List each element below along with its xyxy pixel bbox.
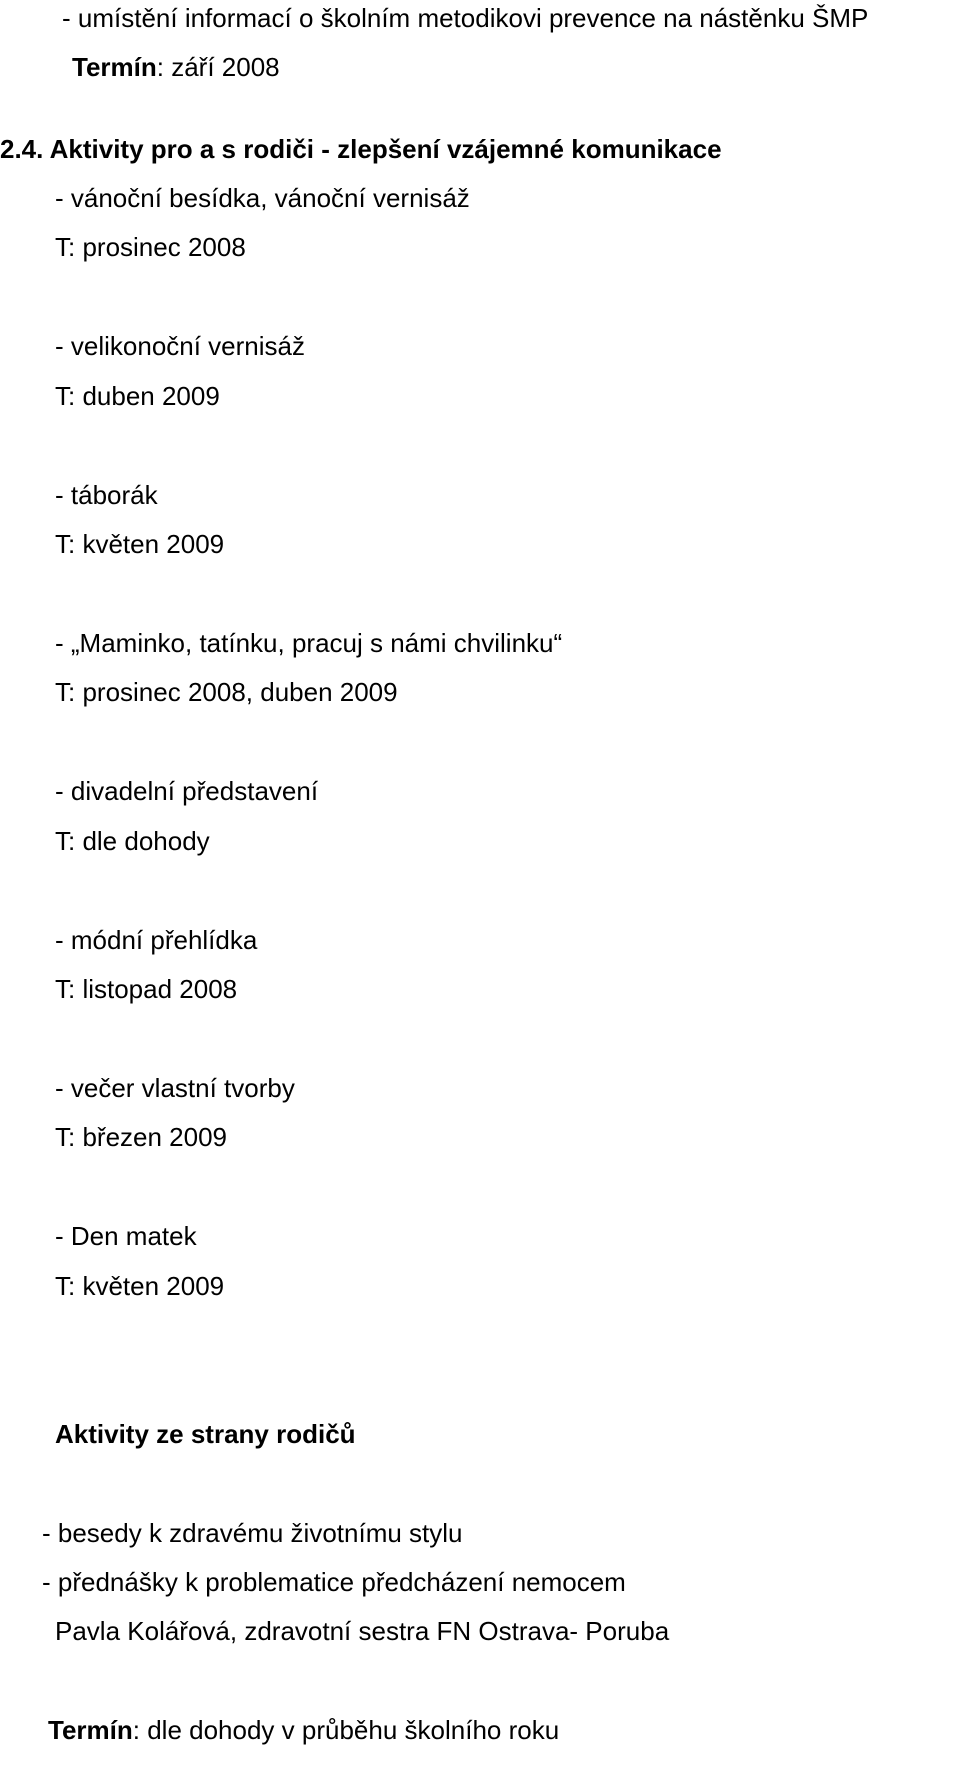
list-item-term: T: květen 2009 [55,1271,225,1301]
term-label: Termín [48,1715,133,1745]
top-term [72,52,280,82]
list-item: - vánoční besídka, vánoční vernisáž [55,183,470,213]
top-item: - umístění informací o školním metodikovi prevence na nástěnku ŠMP [62,3,869,33]
list-item-term: T: duben 2009 [55,381,220,411]
list-item: - divadelní představení [55,776,319,806]
list-item: - Den matek [55,1221,197,1251]
list-item-term: T: březen 2009 [55,1122,228,1152]
list-item-term: T: prosinec 2008 [55,232,246,262]
list-item-term: T: dle dohody [55,826,210,856]
list-item-term: T: listopad 2008 [55,974,238,1004]
term-value: : září 2008 [156,52,280,82]
list-item: - večer vlastní tvorby [55,1073,295,1103]
list-item: - „Maminko, tatínku, pracuj s námi chvilinku“ [55,628,563,658]
parents-term [48,1715,559,1745]
parents-item: Pavla Kolářová, zdravotní sestra FN Ostrava- Poruba [55,1616,670,1646]
parents-item: - besedy k zdravému životnímu stylu [42,1518,463,1548]
parents-item: - přednášky k problematice předcházení nemocem [42,1567,626,1597]
list-item-term: T: květen 2009 [55,529,225,559]
section-heading: 2.4. Aktivity pro a s rodiči - zlepšení vzájemné komunikace [0,134,722,164]
term-label: Termín [72,52,157,82]
list-item: - módní přehlídka [55,925,258,955]
term-value: : dle dohody v průběhu školního roku [132,1715,560,1745]
list-item-term: T: prosinec 2008, duben 2009 [55,677,398,707]
parents-heading: Aktivity ze strany rodičů [55,1419,356,1449]
list-item: - táborák [55,480,158,510]
list-item: - velikonoční vernisáž [55,331,305,361]
